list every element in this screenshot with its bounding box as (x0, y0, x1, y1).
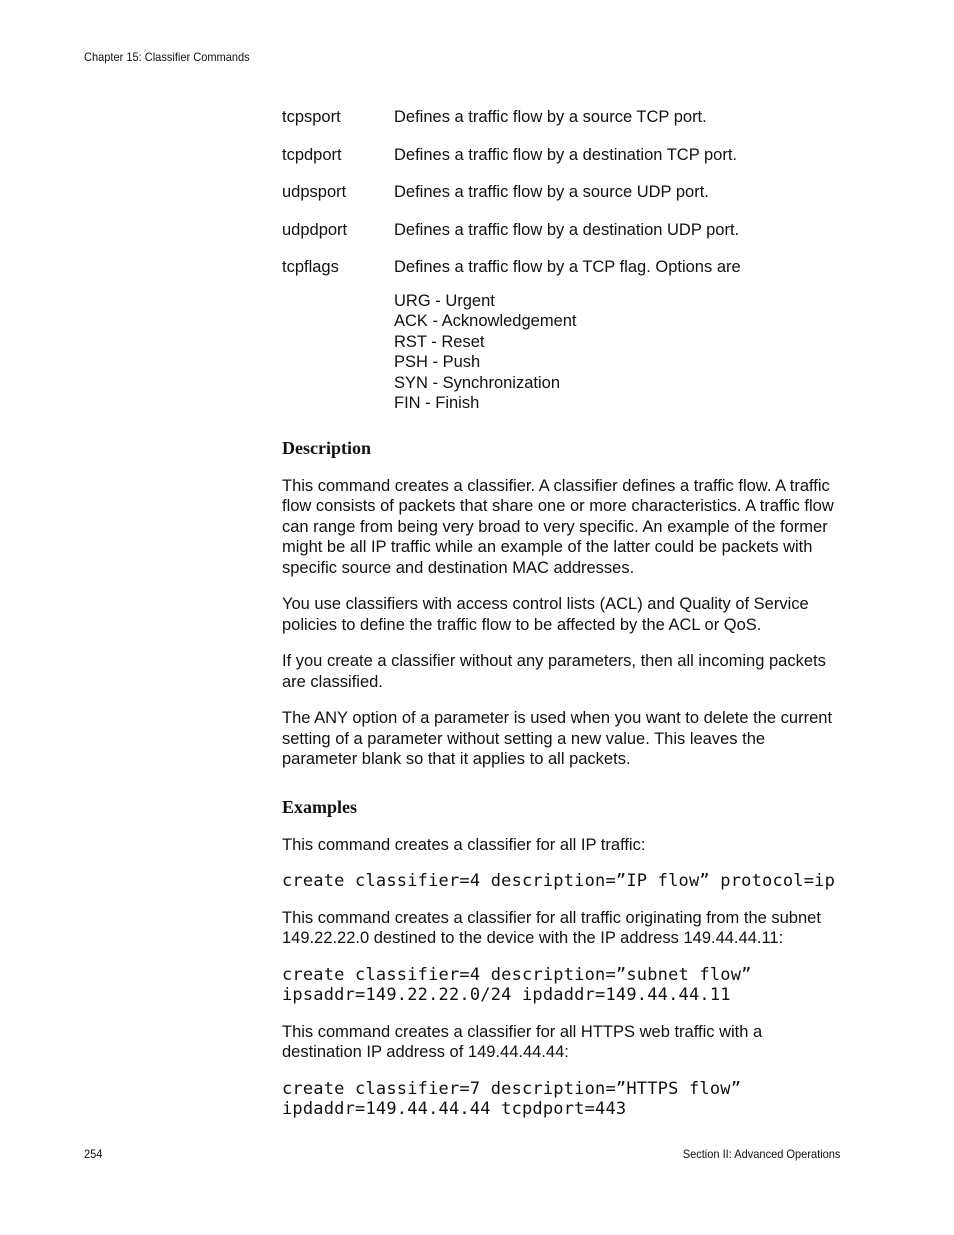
param-row (282, 145, 842, 166)
param-name: tcpsport (282, 108, 341, 126)
param-row (282, 257, 842, 278)
param-name: udpsport (282, 183, 347, 201)
param-name: tcpflags (282, 258, 339, 276)
page-number: 254 (84, 1147, 103, 1161)
param-description: Defines a traffic flow by a source TCP port. (394, 108, 707, 126)
example-text: This command creates a classifier for all IP traffic: (282, 835, 646, 854)
param-row (282, 220, 842, 241)
tcp-flag-list (394, 291, 842, 414)
description-paragraph: If you create a classifier without any parameters, then all incoming packets are classified. (282, 652, 826, 691)
description-paragraph: You use classifiers with access control lists (ACL) and Quality of Service policies to define the traffic flow to be affected by the ACL or QoS. (282, 595, 809, 634)
param-name: udpdport (282, 220, 348, 239)
param-description: Defines a traffic flow by a source UDP port. (394, 183, 709, 201)
tcp-flag-item: SYN - Synchronization (394, 373, 560, 392)
examples-heading: Examples (282, 796, 358, 817)
tcp-flag-item: FIN - Finish (394, 394, 480, 412)
param-description: Defines a traffic flow by a destination TCP port. (394, 145, 738, 164)
description-paragraph: The ANY option of a parameter is used when you want to delete the current setting of a parameter without setting a new value. This leaves the parameter blank so that it applies to all packets. (282, 709, 833, 768)
example-code: create classifier=4 description=”subnet flow” ipsaddr=149.22.22.0/24 ipdaddr=149.44.44.11 (282, 964, 752, 1005)
param-description: Defines a traffic flow by a destination UDP port. (394, 220, 740, 239)
section-footer: Section II: Advanced Operations (682, 1147, 840, 1161)
example-text: This command creates a classifier for all traffic originating from the subnet 149.22.22.0 destined to the device with the IP address 149.44.44.11: (282, 908, 821, 947)
example-code: create classifier=7 description=”HTTPS flow” ipdaddr=149.44.44.44 tcpdport=443 (282, 1078, 742, 1119)
description-heading: Description (282, 437, 371, 458)
chapter-header: Chapter 15: Classifier Commands (84, 50, 250, 64)
tcp-flag-item: RST - Reset (394, 332, 485, 351)
param-description: Defines a traffic flow by a TCP flag. Options are (394, 258, 741, 276)
tcp-flag-item: PSH - Push (394, 353, 481, 371)
example-code: create classifier=4 description=”IP flow” protocol=ip (282, 871, 836, 891)
param-row (282, 107, 842, 128)
tcp-flag-item: ACK - Acknowledgement (394, 312, 577, 330)
param-row (282, 182, 842, 203)
tcp-flag-item: URG - Urgent (394, 291, 495, 310)
param-name: tcpdport (282, 145, 342, 164)
example-text: This command creates a classifier for all HTTPS web traffic with a destination IP address of 149.44.44.44: (282, 1022, 763, 1061)
page-content (282, 107, 842, 1136)
description-paragraph: This command creates a classifier. A classifier defines a traffic flow. A traffic flow consists of packets that share one or more characteristics. A traffic flow can range from being very broad to very specific. An example of the former might be all IP traffic while an example of the latter could be packets with specific source and destination MAC addresses. (282, 476, 834, 577)
